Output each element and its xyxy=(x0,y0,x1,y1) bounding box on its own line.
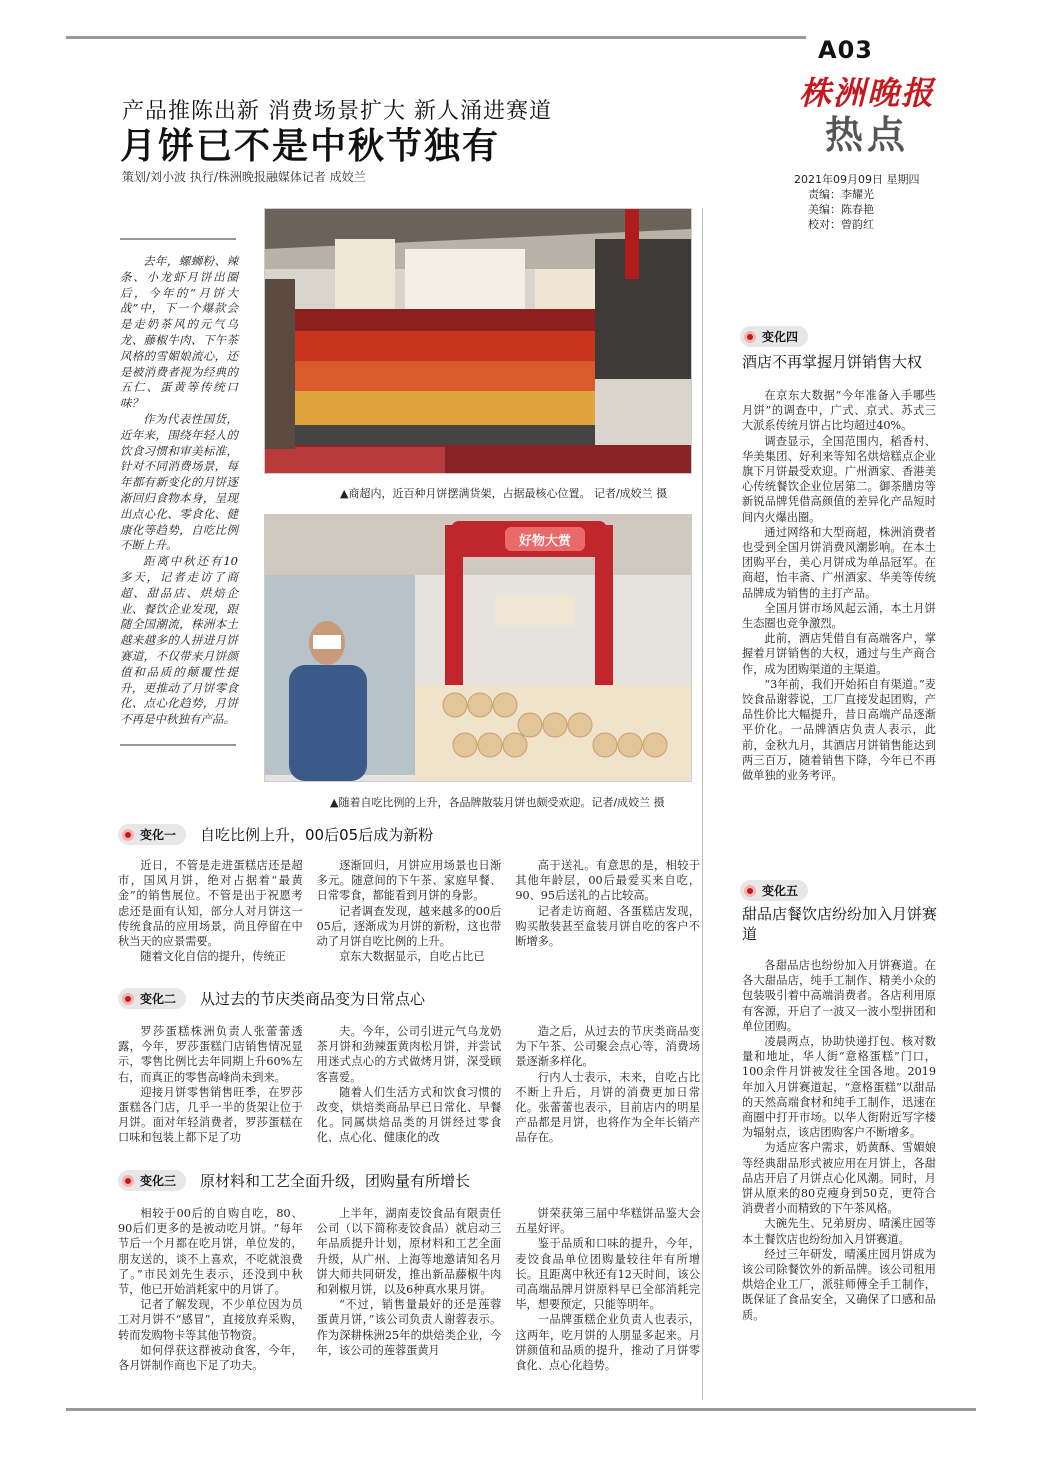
intro-paragraph: 去年，螺蛳粉、辣条、小龙虾月饼出圈后，今年的“月饼大战”中，下一个爆款会是走奶茶风的元气乌龙、藤椒牛肉、下午茶风格的雪媚娘流心，还是被消费者视为经典的五仁、蛋黄等传统口味？ xyxy=(120,254,238,411)
paragraph: 一品牌蛋糕企业负责人也表示，这两年，吃月饼的人朋显多起来。月饼颜值和品质的提升，推动了月饼零食化、点心化趋势。 xyxy=(515,1313,701,1373)
paragraph: 大碗先生、兄弟厨房、晴溪庄园等本土餐饮店也纷纷加入月饼赛道。 xyxy=(742,1217,936,1246)
paragraph: 此前，酒店凭借自有高端客户，掌握着月饼销售的大权，通过与生产商合作，成为团购渠道的主渠道。 xyxy=(742,632,936,676)
paragraph: 逐渐回归，月饼应用场景也日渐多元。随意间的下午茶、家庭早餐、日常零食，都能看到月饼的身影。 xyxy=(316,859,502,903)
section-tag: 变化五 xyxy=(740,880,808,901)
intro-rule-bottom xyxy=(120,744,236,746)
section-body-2 xyxy=(118,1024,700,1146)
bullet-icon xyxy=(122,1175,134,1187)
paragraph: 近日，不管是走进蛋糕店还是超市，国风月饼，绝对占据着“最黄金”的销售展位。不管是出于祝愿考虑还是面有认知，部分人对月饼这一传统食品的应用场景，尚且停留在中秋当天的应景需要。 xyxy=(118,859,303,949)
paragraph: 随着人们生活方式和饮食习惯的改变，烘焙类商品早已日常化、早餐化。同属烘焙品类的月饼经过零食化、点心化、健康化的改 xyxy=(316,1085,502,1145)
side-section-header-5 xyxy=(740,880,822,901)
side-section-header-4 xyxy=(740,326,822,347)
designer-credit: 美编：陈春艳 xyxy=(808,203,874,216)
intro-rule xyxy=(120,238,236,240)
side-section-title: 甜品店餐饮店纷纷加入月饼赛道 xyxy=(742,905,938,943)
column-divider xyxy=(702,208,703,1400)
text-column xyxy=(118,1024,303,1146)
paragraph: 高于送礼。有意思的是，相较于其他年龄层，00后最爱买来自吃，90、95后送礼的占比较高。 xyxy=(515,859,701,903)
section-title: 原材料和工艺全面升级，团购量有所增长 xyxy=(200,1172,471,1190)
bottom-rule xyxy=(66,1408,976,1411)
photo-caption-2: ▲随着自吃比例的上升，各品牌散装月饼也颇受欢迎。记者/成姣兰 摄 xyxy=(330,796,665,809)
mooncake-counter-photo xyxy=(264,514,692,782)
section-header-1 xyxy=(118,824,433,845)
paragraph: “不过，销售量最好的还是莲蓉蛋黄月饼，”该公司负责人谢蓉表示。作为深耕株洲25年的烘焙类企业，今年，该公司的莲蓉蛋黄月 xyxy=(316,1298,502,1357)
section-title: 从过去的节庆类商品变为日常点心 xyxy=(200,990,426,1008)
text-column xyxy=(515,1024,700,1146)
top-rule xyxy=(66,36,806,39)
side-section-body-5 xyxy=(742,958,936,1323)
customer-counter-illustration xyxy=(265,515,691,781)
section-title: 自吃比例上升，00后05后成为新粉 xyxy=(200,826,434,844)
text-column xyxy=(515,858,700,964)
paragraph: 夫。今年，公司引进元气乌龙奶茶月饼和劲辣蛋黄肉松月饼，并尝试用迷式点心的方式做烤月饼，深受顾客喜爱。 xyxy=(316,1025,502,1084)
paragraph: 罗莎蛋糕株洲负责人张蕾蕾透露，今年，罗莎蛋糕门店销售情况显示，零售比例比去年同期上升60%左右，而真正的零售高峰尚未到来。 xyxy=(118,1025,303,1084)
section-tag: 变化二 xyxy=(118,988,186,1009)
paragraph: 调查显示，全国范围内，稻香村、华美集团、好利来等知名烘焙糕点企业旗下月饼最受欢迎。广州酒家、香港美心传统餐饮企业位居第二。御茶膳房等新锐品牌凭借高颜值的差异化产品短时间内火爆出圈。 xyxy=(742,434,936,524)
byline: 策划/刘小波 执行/株洲晚报融媒体记者 成姣兰 xyxy=(122,170,366,184)
paragraph: 上半年，湖南麦饺食品有限责任公司（以下简称麦饺食品）就启动三年品质提升计划，原材料和工艺全面升级，从广州、上海等地邀请知名月饼大师共同研发，推出新品藤椒牛肉和剁椒月饼，以及6种真水果月饼。 xyxy=(316,1207,502,1297)
paragraph: 造之后，从过去的节庆类商品变为下午茶、公司聚会点心等，消费场景逐渐多样化。 xyxy=(515,1025,701,1069)
paragraph: 经过三年研发，晴溪庄园月饼成为该公司除餐饮外的新品牌。该公司租用烘焙企业工厂，派驻师傅全手工制作，既保证了食品安全，又确保了口感和品质。 xyxy=(742,1247,936,1322)
paragraph: 饼荣获第三届中华糕饼品鉴大会五星好评。 xyxy=(515,1207,701,1236)
proofreader-credit: 校对：曾韵红 xyxy=(808,218,874,231)
photo-caption-1: ▲商超内，近百种月饼摆满货架，占据最核心位置。 记者/成姣兰 摄 xyxy=(340,487,668,500)
bullet-icon xyxy=(122,829,134,841)
section-tag: 变化一 xyxy=(118,824,186,845)
paragraph: 如何俘获这群被动食客，今年，各月饼制作商也下足了功夫。 xyxy=(118,1343,303,1373)
intro-paragraph: 作为代表性国货，近年来，围绕年轻人的饮食习惯和审美标准，针对不同消费场景，每年都有新变化的月饼逐渐回归食物本身，呈现出点心化、零食化、健康化等趋势，自吃比例不断上升。 xyxy=(120,411,238,553)
text-column xyxy=(317,858,502,964)
paragraph: 全国月饼市场风起云涌，本土月饼生态圈也竞争激烈。 xyxy=(742,601,936,631)
issue-date: 2021年09月09日 星期四 xyxy=(794,173,920,186)
text-column xyxy=(118,858,303,964)
paragraph: 凌晨两点，协助快递打包、核对数量和地址，华人街“意格蛋糕”门口，100余件月饼被发往全国各地。2019年加入月饼赛道起，“意格蛋糕”以甜品的天然高端食材和纯手工制作，迅速在商圈中打开市场。以华人街附近写字楼为辐射点，该店团购客户不断增多。 xyxy=(742,1035,936,1140)
bullet-icon xyxy=(744,885,756,897)
newspaper-logo: 株洲晚报 xyxy=(798,74,935,112)
paragraph: 为适应客户需求，奶黄酥、雪媚娘等经典甜品形式被应用在月饼上，各甜品店开启了月饼点心化风潮。同时，月饼从原来的80克瘦身到50克，更符合消费者小而精致的下午茶风格。 xyxy=(742,1141,936,1216)
sign-text: 好物大赏 xyxy=(518,534,572,549)
editor-credit: 责编：李耀光 xyxy=(808,188,874,201)
section-body-1 xyxy=(118,858,700,964)
side-section-body-4 xyxy=(742,388,936,783)
page-number: A03 xyxy=(818,36,873,64)
bullet-icon xyxy=(744,331,756,343)
paragraph: 京东大数据显示，自吃占比已 xyxy=(339,950,485,964)
paragraph: 各甜品店也纷纷加入月饼赛道。在各大甜品店，纯手工制作、精美小众的包装吸引着中高端消费者。各店利用原有客源，开启了一波又一波小型拼团和单位团购。 xyxy=(742,959,936,1033)
intro-column xyxy=(120,254,238,728)
bullet-icon xyxy=(122,993,134,1005)
paragraph: 行内人士表示，未来，自吃占比不断上升后，月饼的消费更加日常化。张蕾蕾也表示，目前店内的明星产品都是月饼，也将作为全年长销产品存在。 xyxy=(515,1070,701,1145)
section-header-2 xyxy=(118,988,425,1009)
paragraph: 相较于00后的自购自吃，80、90后们更多的是被动吃月饼。“每年节后一个月都在吃月饼，单位发的，朋友送的，谈不上喜欢，不吃就浪费了。”市民刘先生表示，还没到中秋节，他已开始消耗家中的月饼了。 xyxy=(118,1207,303,1297)
paragraph: 记者调查发现，越来越多的00后05后，逐渐成为月饼的新粉，这也带动了月饼自吃比例的上升。 xyxy=(316,904,502,949)
paragraph: 通过网络和大型商超，株洲消费者也受到全国月饼消费风潮影响。在本土团购平台，美心月饼成为单品冠军。在商超，怡丰斋、广州酒家、华美等传统品牌成为销售的主打产品。 xyxy=(742,525,936,600)
text-column xyxy=(317,1206,502,1373)
dateline xyxy=(794,172,954,232)
text-column xyxy=(515,1206,700,1373)
paragraph: “3年前，我们开始拓自有渠道。”麦饺食品谢蓉说，工厂直接发起团购，产品性价比大幅提升，昔日高端产品逐渐平价化。一品牌酒店负责人表示，此前，金秋九月，其酒店月饼销售能达到两三百万，随着销售下降，今年已不再做单独的业务考评。 xyxy=(742,677,936,783)
kicker-headline: 产品推陈出新 消费场景扩大 新人涌进赛道 xyxy=(122,99,552,124)
supermarket-shelf-photo xyxy=(264,208,692,474)
paragraph: 记者了解发现，不少单位因为员工对月饼不“感冒”，直接放弃采购，转而发购物卡等其他节物资。 xyxy=(118,1298,303,1342)
paragraph: 鉴于品质和口味的提升，今年，麦饺食品单位团购量较往年有所增长。且距离中秋还有12天时间，该公司高端品牌月饼原料早已全部消耗完毕，想要预定，只能等明年。 xyxy=(515,1237,701,1312)
paragraph: 迎接月饼零售销售旺季，在罗莎蛋糕各门店，几乎一半的货架让位于月饼。面对年轻消费者，罗莎蛋糕在口味和包装上都下足了功 xyxy=(118,1085,303,1145)
paragraph: 随着文化自信的提升，传统正 xyxy=(140,950,286,964)
side-section-title: 酒店不再掌握月饼销售大权 xyxy=(742,353,923,371)
section-body-3 xyxy=(118,1206,700,1373)
intro-paragraph: 距离中秋还有10多天，记者走访了商超、甜品店、烘焙企业、餐饮企业发现，跟随全国潮流，株洲本土越来越多的人拼进月饼赛道，不仅带来月饼颜值和品质的颠覆性提升，更推动了月饼零食化、点心化趋势，月饼不再是中秋独有产品。 xyxy=(120,554,238,727)
main-headline: 月饼已不是中秋节独有 xyxy=(120,126,501,167)
paragraph: 记者走访商超、各蛋糕店发现，购买散装甚至盒装月饼自吃的客户不断增多。 xyxy=(515,904,701,949)
section-name: 热点 xyxy=(824,112,909,157)
masthead xyxy=(792,74,942,158)
section-header-3 xyxy=(118,1170,470,1191)
section-tag: 变化四 xyxy=(740,326,808,347)
section-tag: 变化三 xyxy=(118,1170,186,1191)
text-column xyxy=(317,1024,502,1146)
paragraph: 在京东大数据“今年准备入手哪些月饼”的调查中，广式、京式、苏式三大派系传统月饼占比均超过40%。 xyxy=(742,389,936,433)
mooncake-shelf-illustration xyxy=(265,209,691,473)
text-column xyxy=(118,1206,303,1373)
